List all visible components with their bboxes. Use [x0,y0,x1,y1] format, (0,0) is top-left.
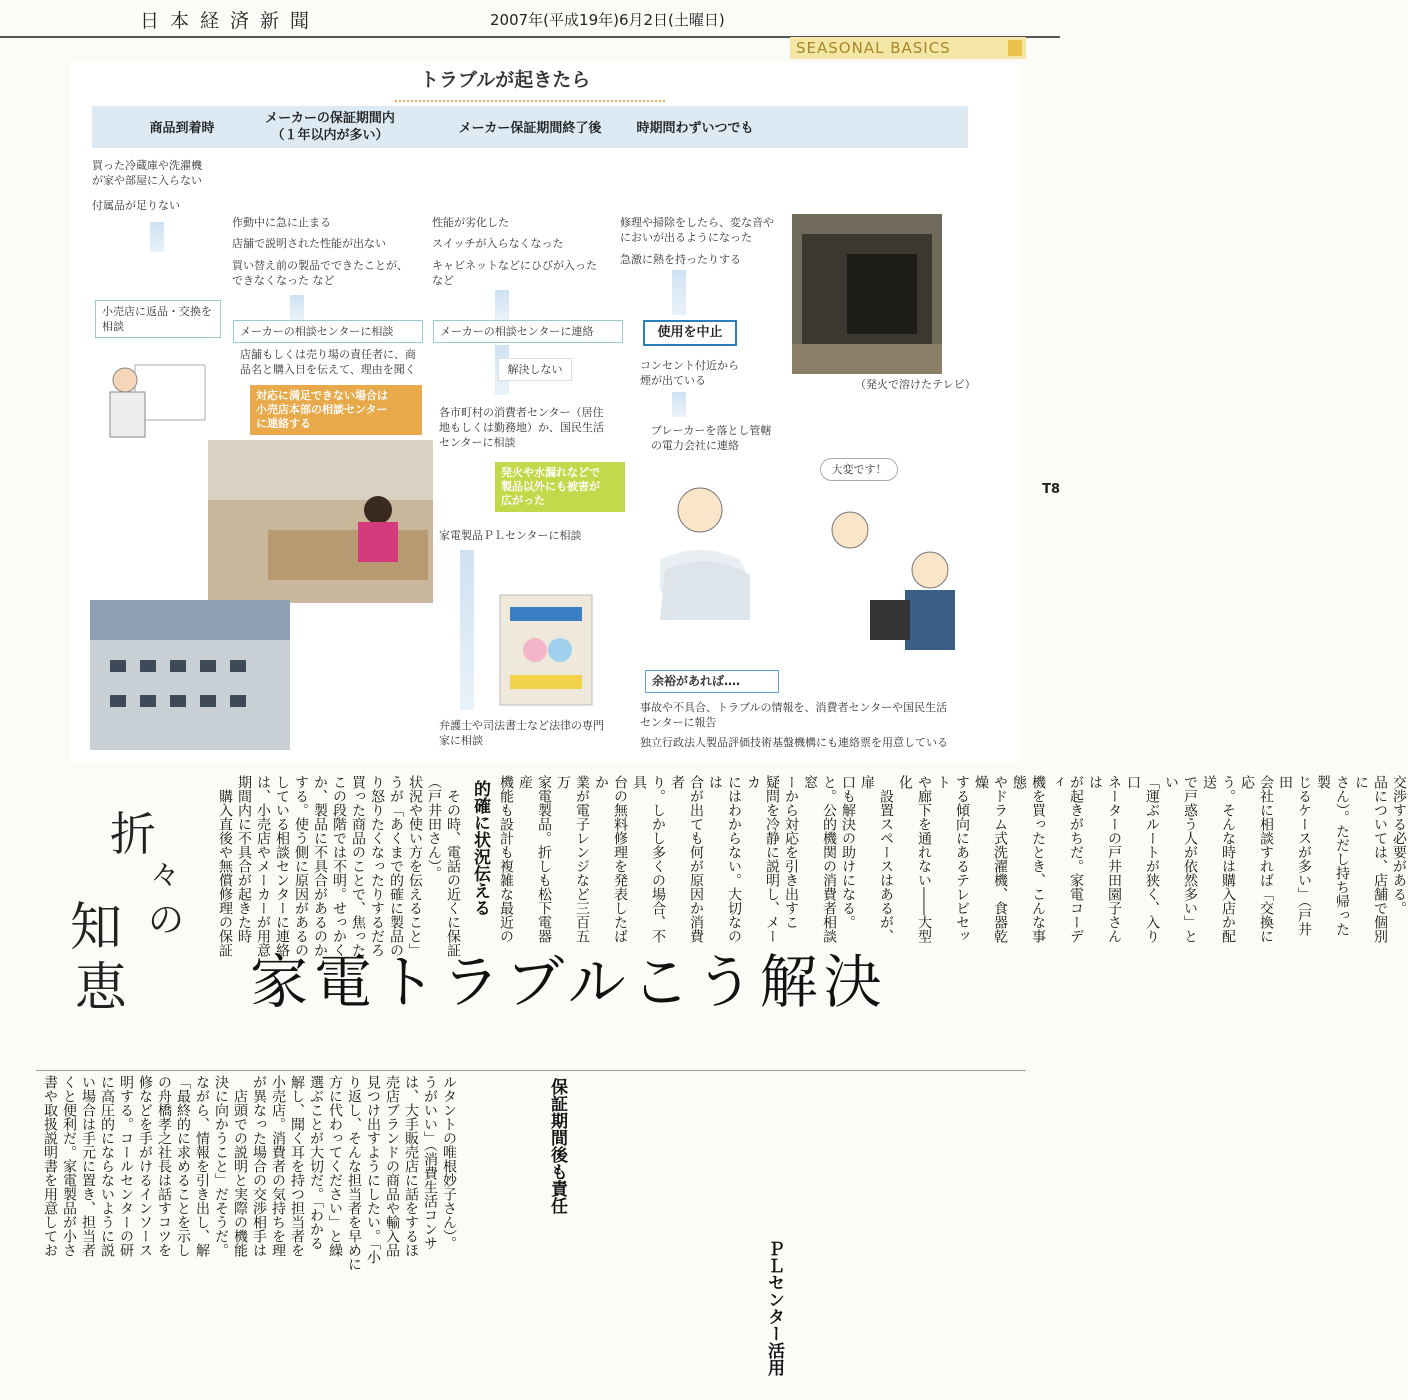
flow-arrow [460,550,474,710]
article-upper-block-2 [496,775,1408,945]
orange-callout: 対応に満足できない場合は 小売店本部の相談センター に連絡する [250,385,422,435]
article-paragraph: 決に向かうこと」だそうだ。 [213,1075,229,1257]
article-paragraph: する傾向にあるテレビセット [935,775,970,943]
article-paragraph: ながら、情報を引き出し、解 [194,1075,210,1257]
flow-arrow [495,290,509,320]
list-item: キャビネットなどにひびが入った など [432,259,597,287]
green-callout: 発火や水漏れなどで 製品以外にも被害が 広がった [495,462,625,512]
list-item: 買った冷蔵庫や洗濯機 が家や部屋に入らない [92,159,202,187]
call-center-photo [90,600,290,750]
article-paragraph: （戸井田さん）。 [426,775,442,880]
article-paragraph: 「最終的に求めることを示し [175,1075,191,1257]
article-paragraph: 機を買ったとき、こんな事態 [1011,775,1046,943]
spare-time-box: 余裕があれば‥‥ [645,670,779,693]
photo-caption: （発火で溶けたテレビ） [855,378,976,391]
article-paragraph: 方に代わってください」と繰 [327,1075,343,1257]
article-paragraph: 交渉する必要がある。 [1391,775,1407,915]
list-item: 独立行政法人製品評価技術基盤機構にも連絡票を用意している [640,736,948,749]
flow-arrow [290,295,304,320]
article-paragraph: り。しかし多くの場合、不具 [631,775,666,943]
pl-center-pamphlet [500,595,592,705]
header-warranty: メーカーの保証期間内 （１年以内が多い） [265,111,395,143]
article-paragraph: 家電製品。折しも松下電器産 [517,775,552,943]
article-paragraph: に高圧的にならないように説 [99,1075,115,1257]
breaker-box: ブレーカーを落とし管轄 の電力会社に連絡 [645,420,797,456]
issue-date: 2007年(平成19年)6月2日(土曜日) [490,11,725,29]
article-paragraph: 選ぶことが大切だ。「わかる [308,1075,324,1250]
article-paragraph: やドラム式洗濯機、食器乾燥 [973,775,1008,943]
article-paragraph: その時、電話の近くに保証 [445,775,461,957]
list-item: 性能が劣化した [432,216,509,229]
title-underline [395,94,665,102]
article-paragraph: の舟橋孝之社長は話すコツを [156,1075,172,1257]
article-paragraph: 「運ぶルートが狭く、入り口 [1125,775,1160,943]
article-paragraph: が異なった場合の交渉相手は [251,1075,267,1257]
article-paragraph: か、製品に不具合があるのか [312,775,328,957]
article-paragraph: 台の無料修理を発表したばか [593,775,628,943]
fridge-illustration [90,340,215,455]
article-paragraph: は、小売店やメーカーが用意 [255,775,271,957]
article-paragraph: 店頭での説明と実際の機能 [232,1075,248,1257]
article-paragraph: 売店ブランドの商品や輸入品 [384,1075,400,1257]
article-paragraph: する。使う側に原因があるの [293,775,309,957]
article-paragraph: さん）。ただし持ち帰った製 [1315,775,1350,936]
flow-arrow [672,392,686,417]
infographic-title: トラブルが起きたら [420,69,591,91]
list-item: 付属品が足りない [92,199,180,212]
article-paragraph: 見つけ出すようにしたい。「小 [365,1075,381,1264]
consultation-photo [208,440,433,603]
stop-use-box: 使用を中止 [643,320,737,346]
article-paragraph: この段階では不明。せっかく [331,775,347,957]
article-paragraph: 書や取扱説明書を用意してお [42,1075,58,1257]
article-paragraph: 解し、聞く耳を持つ担当者を [289,1075,305,1257]
article-paragraph: り怒りたくなったりするだろ [369,775,385,957]
speech-bubble: 大変です！ [820,458,898,481]
header-arrival: 商品到着時 [149,121,215,136]
calligraphy-logo: 折 々 の 知 恵 [70,807,185,1018]
article-paragraph: 業が電子レンジなど三百五万 [555,775,590,943]
list-item: 買い替え前の製品でできたことが、 できなくなった など [232,259,408,287]
unresolved-box: 解決しない [498,358,572,381]
article-paragraph: 機能も設計も複雑な最近の [498,775,514,943]
article-paragraph: 明する。コールセンターの研 [118,1075,134,1257]
flow-arrow [672,270,686,315]
subhead-warranty: 保証期間後も責任 [547,1078,567,1214]
maker-center-box: メーカーの相談センターに相談 [233,320,423,343]
article-paragraph: や廊下を通れない――大型化 [897,775,932,943]
article-paragraph: ネーターの戸井田園子さんは [1087,775,1122,943]
article-paragraph: 買った商品のことで、焦った [350,775,366,957]
article-paragraph: う。そんな時は購入店か配送 [1201,775,1236,943]
article-paragraph: にはわからない。大切なのは [707,775,742,943]
subhead-pl-center: ＰＬセンター活用 [764,1240,784,1376]
article-paragraph: 状況や使い方を伝えること」 [407,775,423,957]
list-item: 作動中に急に止まる [232,216,331,229]
article-paragraph: うが「あくまで的確に製品の [388,775,404,957]
newspaper-name: 日本経済新聞 [140,10,321,32]
lawyer-box: 弁護士や司法書士など法律の専門 家に相談 [433,715,625,751]
article-paragraph: 小売店。消費者の気持ちを理 [270,1075,286,1257]
article-paragraph: は、大手販売店に話をするほ [403,1075,419,1257]
article-paragraph: くと便利だ。家電製品が小さ [61,1075,77,1257]
page-edge-marker: T8 [1042,482,1060,497]
article-paragraph: と。公的機関の消費者相談窓 [802,775,837,943]
list-item: 急激に熱を持ったりする [620,253,741,266]
article-paragraph: 疑問を冷静に説明し、メーカ [745,775,780,943]
column-divider [36,1070,1026,1071]
flow-arrow [150,222,164,252]
article-paragraph: が起きがちだ。家電コーディ [1049,775,1084,943]
article-paragraph: 設置スペースはあるが、扉 [859,775,894,943]
article-paragraph: ーから対応を引き出すこ [783,775,799,929]
panic-illustration [640,450,790,630]
list-item: コンセント付近から 煙が出ている [640,359,739,387]
operator-illustration [810,490,970,660]
article-paragraph: 期間内に不具合が起きた時 [236,775,252,943]
store-note: 店舗もしくは売り場の責任者に、商 品名と購入日を伝えて、理由を聞く [240,348,416,376]
article-paragraph: じるケースが多い」（戸井田 [1277,775,1312,936]
article-paragraph: 修などを手がけるインソース [137,1075,153,1257]
article-paragraph: 合が出ても何が原因か消費者 [669,775,704,943]
article-upper-block [215,775,462,1070]
header-after-warranty: メーカー保証期間終了後 [458,121,602,136]
burnt-tv-photo [792,214,942,374]
article-paragraph: り返し、そんな担当者を早めに [346,1075,362,1271]
article-paragraph: 会社に相談すれば「交換に応 [1239,775,1274,943]
return-box: 小売店に返品・交換を 相談 [95,300,221,338]
subhead-accurate: 的確に状況伝える [470,780,490,916]
list-item: 修理や掃除をしたら、変な音や においが出るようになった [620,216,774,244]
article-paragraph: うがいい」（消費生活コンサ [422,1075,438,1250]
masthead [0,0,1060,38]
list-item: 事故や不具合、トラブルの情報を、消費者センターや国民生活 センターに報告 [640,701,948,729]
header-anytime: 時期問わずいつでも [636,121,754,136]
article-lower-block [40,1075,458,1395]
section-label: SEASONAL BASICS [796,39,951,57]
pl-center-box: 家電製品ＰＬセンターに相談 [433,525,605,546]
consumer-center-box: 各市町村の消費者センター（居住 地もしくは勤務地）か、国民生活 センターに相談 [433,402,621,453]
article-paragraph: している相談センターに連絡 [274,775,290,957]
article-paragraph: 口も解決の助けになる。 [840,775,856,929]
article-paragraph: い場合は手元に置き、担当者 [80,1075,96,1257]
list-item: スイッチが入らなくなった [432,237,564,250]
article-paragraph: で戸惑う人が依然多い」とい [1163,775,1198,943]
maker-contact-box: メーカーの相談センターに連絡 [433,320,623,343]
article-paragraph: ルタントの唯根妙子さん）。 [441,1075,457,1250]
section-square-icon [1008,40,1022,56]
section-tag [790,37,1026,59]
article-title: 家電トラブルこう解決 [250,948,888,1016]
list-item: 店舗で説明された性能が出ない [232,237,386,250]
article-paragraph: 品については、店舗で個別に [1353,775,1388,943]
article-paragraph: 購入直後や無償修理の保証 [217,775,233,957]
